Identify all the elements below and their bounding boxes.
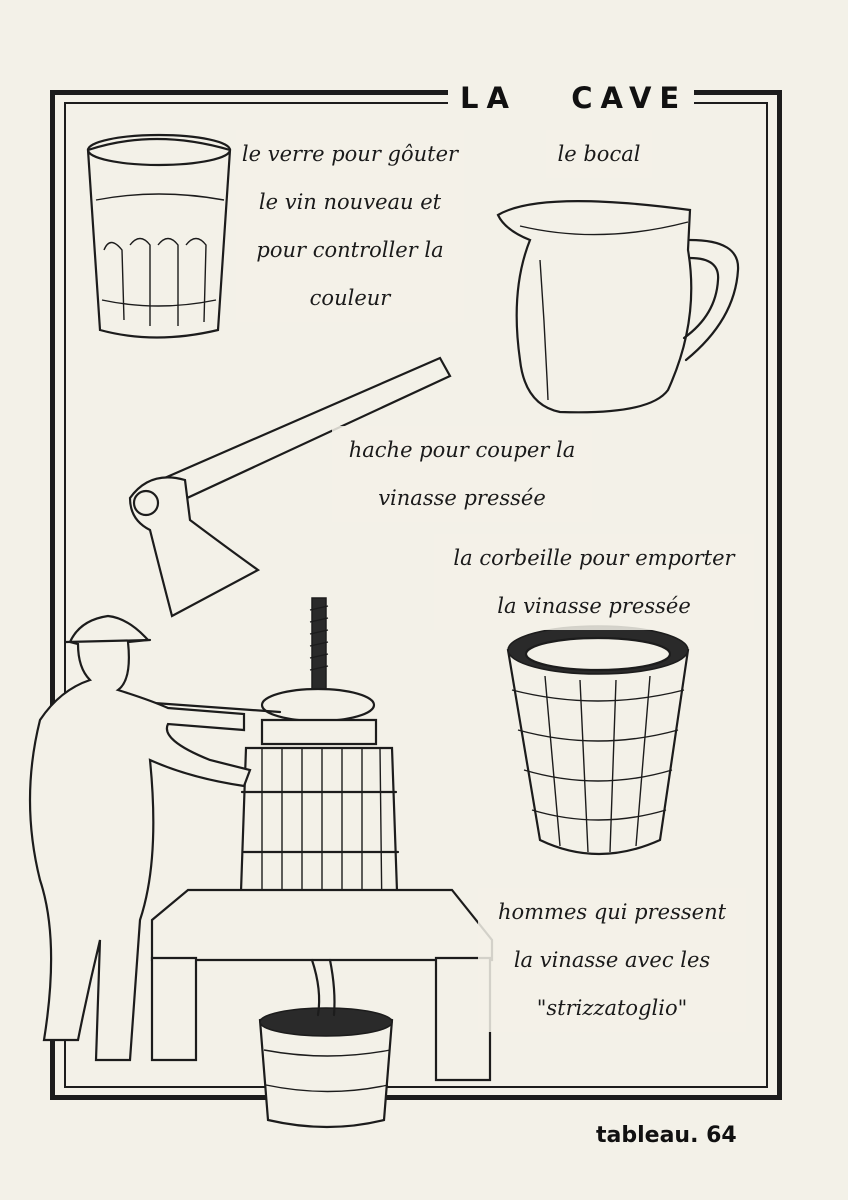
- basket-label: [434, 534, 754, 630]
- page-title: LA CAVE: [460, 81, 688, 115]
- glass-label-line-2: le vin nouveau et: [258, 190, 442, 214]
- basket-illustration: [508, 626, 688, 854]
- glass-label-line-1: le verre pour gôuter: [241, 142, 459, 166]
- wine-press-illustration: [140, 598, 492, 1127]
- basket-label-line-2: la vinasse pressée: [497, 594, 691, 618]
- man-illustration: [30, 616, 250, 1060]
- men-label-line-2: la vinasse avec les: [513, 948, 711, 972]
- basket-label-line-1: la corbeille pour emporter: [453, 546, 735, 570]
- men-label-line-1: hommes qui pressent: [497, 900, 727, 924]
- men-label-line-3: "strizzatoglio": [536, 996, 688, 1020]
- glass-label-line-4: couleur: [309, 286, 391, 310]
- glass-label-line-3: pour controller la: [256, 238, 444, 262]
- glass-illustration: [88, 135, 230, 338]
- glass-label: [236, 130, 464, 322]
- pitcher-label-line-1: le bocal: [557, 142, 641, 166]
- men-label: [478, 888, 746, 1032]
- axe-label-line-1: hache pour couper la: [348, 438, 576, 462]
- pitcher-label: [546, 130, 652, 178]
- pitcher-illustration: [498, 201, 738, 412]
- axe-label-line-2: vinasse pressée: [378, 486, 546, 510]
- table-number: tableau. 64: [596, 1123, 737, 1148]
- axe-label: [332, 426, 592, 522]
